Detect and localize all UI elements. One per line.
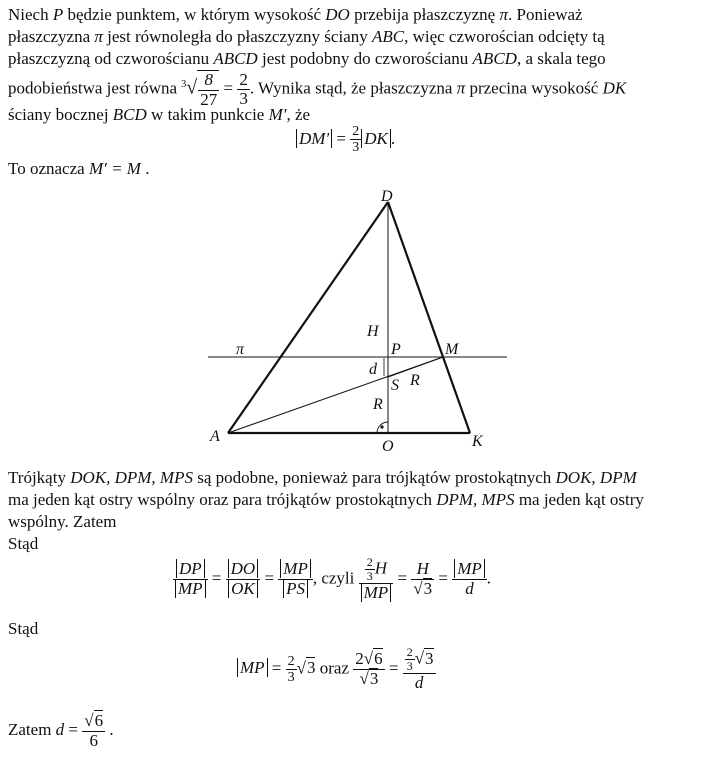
final-result: Zatem d = $\frac{√6}{6}$ . xyxy=(8,711,114,750)
fraction-8-27: $\frac{8}{27}$ xyxy=(197,70,219,109)
stad-2: Stąd xyxy=(8,619,39,638)
para2-line3: wspólny. Zatem xyxy=(8,512,117,531)
label-H: H xyxy=(367,323,379,340)
equation-mp-d: MP = $\frac{2}{3}$ √3 oraz $\frac{2√6}{√3}$ = $\frac{2}{3}$ √3 d xyxy=(237,646,436,693)
label-d: d xyxy=(369,361,377,378)
para1-line2: płaszczyzna π jest równoległa do płaszczyzny ściany ABC, więc czworościan odcięty tą xyxy=(8,27,605,46)
line-to-oznacza: To oznacza M′ = M . xyxy=(8,159,150,178)
para2-stad: Stąd xyxy=(8,534,39,553)
label-M: M xyxy=(445,341,459,358)
label-O: O xyxy=(382,438,394,455)
label-pi: π xyxy=(236,341,245,358)
para1-line3: płaszczyzną od czworościanu ABCD jest podobny do czworościanu ABCD, a skala tego xyxy=(8,49,606,68)
label-R-upper: R xyxy=(410,372,420,389)
label-P: P xyxy=(391,341,401,358)
right-angle-dot xyxy=(380,425,383,428)
label-A: A xyxy=(210,428,220,445)
label-S: S xyxy=(391,377,399,394)
para1-line1: Niech P będzie punktem, w którym wysokość DO przebija płaszczyznę π. Ponieważ xyxy=(8,5,583,24)
edge-DK xyxy=(388,202,470,433)
label-K: K xyxy=(472,433,483,450)
para1-line4: podobieństwa jest równa $^3$√ $\frac{8}{27}$ = $\frac{2}{3}$ . Wynika stąd, że płaszczyzna π przecina wysokość DK xyxy=(8,69,627,109)
equation-proportions: $\frac{DP}{MP}$ = $\frac{DO}{OK}$ = $\frac{MP}{PS}$ , czyli $\frac{2}{3}$ H MP = $\frac{H}{√3}$ = $\frac{MP}{d}$ . xyxy=(173,556,491,603)
fraction-2-3: $\frac{2}{3}$ xyxy=(239,69,248,109)
para1-line5: ściany bocznej BCD w takim punkcie M′, że xyxy=(8,105,311,124)
edge-AD xyxy=(228,202,388,433)
label-D: D xyxy=(381,188,393,205)
equation-dm-dk: DM′ = $\frac{2}{3}$ DK . xyxy=(296,124,395,156)
para2-line1: Trójkąty DOK, DPM, MPS są podobne, ponieważ para trójkątów prostokątnych DOK, DPM xyxy=(8,468,637,487)
label-R-lower: R xyxy=(373,396,383,413)
para2-line2: ma jeden kąt ostry wspólny oraz para trójkątów prostokątnych DPM, MPS ma jeden kąt ostry xyxy=(8,490,644,509)
paragraph-2 xyxy=(8,467,705,555)
